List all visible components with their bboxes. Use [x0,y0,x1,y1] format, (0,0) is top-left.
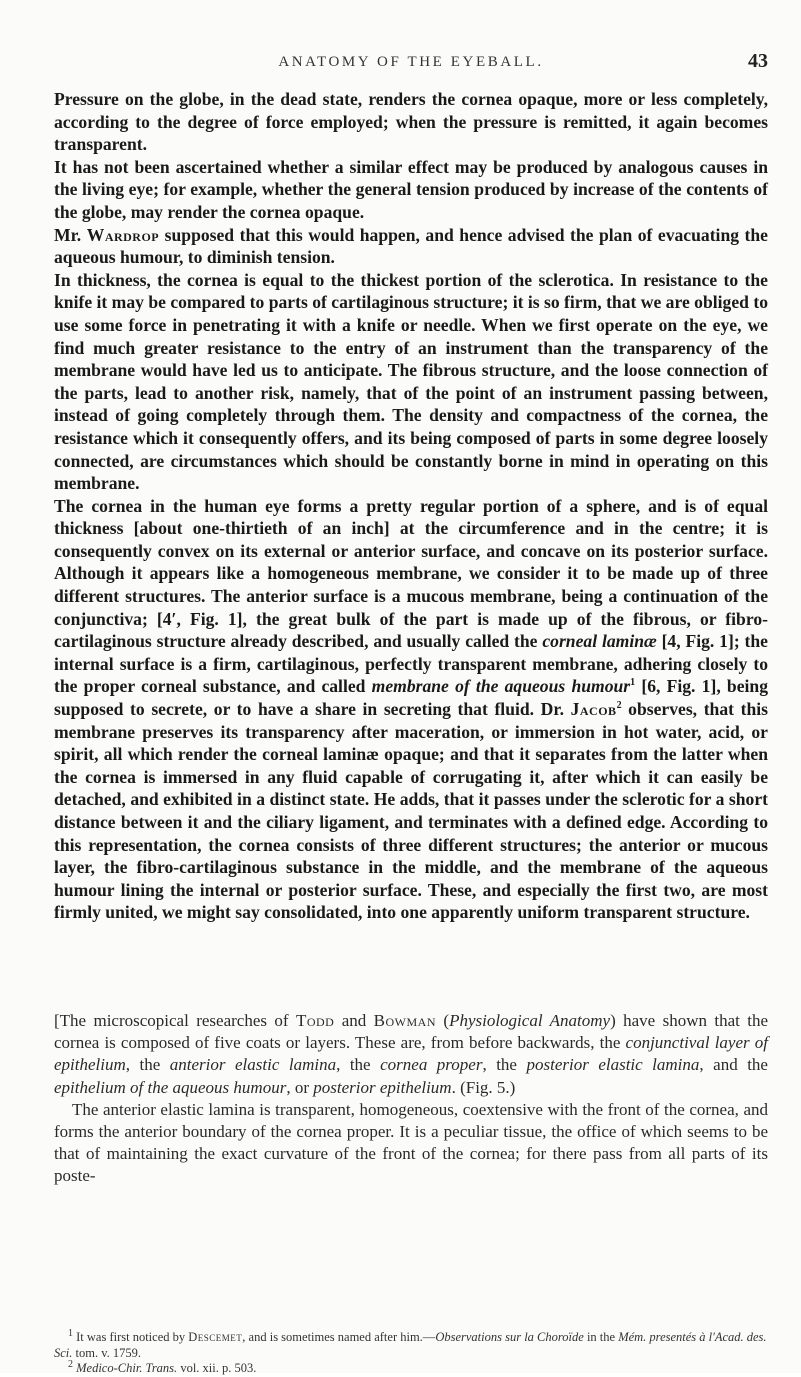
paragraph-pressure: Pressure on the globe, in the dead state, renders the cornea opaque, more or less completely, according to the degree of force employed; when the pressure is remitted, it again becomes transparent. [54,89,768,155]
book-title: Physiological Anatomy [449,1011,611,1030]
text-run: [6, Fig. 1], being supposed to secrete, or to have a share in secreting that fluid. Dr. [54,676,768,720]
layer-term: anterior elastic lamina [169,1055,337,1075]
text-run: , or [286,1077,314,1097]
text-run: . (Fig. 5.) [451,1077,516,1097]
author-name-bowman: Bowman [373,1011,436,1030]
layer-term: posterior elastic lamina [526,1055,700,1075]
text-run: ) have shown that the cornea is composed of five coats or layers. These are, from before backwards, the [54,1011,769,1053]
text-run: It was first noticed by [73,1330,189,1344]
text-run: , and the [699,1055,768,1075]
text-run: ( [436,1011,450,1030]
paragraph-tension: It has not been ascertained whether a similar effect may be produced by analogous causes in the living eye; for example, whether the general tension produced by increase of the contents of the globe, may render the cornea opaque. [54,156,768,222]
text-run: , and is sometimes named after him.— [242,1330,436,1344]
note-paragraph-elastic-lamina: The anterior elastic lamina is transparent, homogeneous, coextensive with the front of the cornea, and forms the anterior boundary of the cornea proper. It is a peculiar tissue, the office of which seems to be that of maintaining the exact curvature of the front of the cornea; for there pass from all parts of its poste- [54,1099,768,1186]
main-text [54,88,768,924]
author-name-descemet: Descemet [188,1330,243,1344]
term-corneal-laminae: corneal laminæ [542,631,657,652]
text-run: The cornea in the human eye forms a pretty regular portion of a sphere, and is of equal thickness [about one-thirtieth of an inch] at the circumference and in the centre; it is consequently convex on its external or anterior surface, and concave on its posterior surface. Although it appears like a homogeneous membrane, we consider it to be made up of three different structures. The anterior surface is a mucous membrane, being a continuation of the conjunctiva; [4′, Fig. 1], the great bulk of the part is made up of the fibrous, or fibro-cartilaginous structure already described, and usually called the [54,495,768,652]
citation-title: Medico-Chir. Trans. [76,1361,178,1375]
paragraph-structure [54,495,768,924]
text-run: supposed that this would happen, and hence advised the plan of evacuating the aqueous humour, to diminish tension. [54,224,768,268]
text-run: , the [336,1055,381,1075]
text-run: observes, that this membrane preserves its transparency after maceration, or immersion in hot water, acid, or spirit, all which render the corneal laminæ opaque; and that it separates from the latter when the cornea is immersed in any fluid capable of corrugating it, after which it can easily be detached, and exhibited in a distinct state. He adds, that it passes under the sclerotic for a short distance between it and the ciliary ligament, and terminates with a defined edge. According to this representation, the cornea consists of three different structures; the anterior or mucous layer, the fibro-cartilaginous substance in the middle, and the membrane of the aqueous humour lining the internal or posterior surface. These, and especially the first two, are most firmly united, we might say consolidated, into one apparently uniform transparent structure. [54,699,768,923]
running-title: ANATOMY OF THE EYEBALL. [278,54,544,70]
footnote-mark: 1 [68,1327,73,1339]
layer-term: conjunctival layer of epithelium [54,1033,768,1075]
citation-title: Observations sur la Choroïde [435,1330,584,1344]
paragraph-wardrop [54,224,768,269]
text-run: [4, Fig. 1]; the internal surface is a firm, cartilaginous, perfectly transparent membrane, adhering closely to the proper corneal substance, and called [54,631,768,697]
text-run: tom. v. 1759. [72,1345,142,1360]
text-run: , the [482,1055,527,1075]
author-name-todd: Todd [295,1011,335,1030]
text-run: vol. xii. p. 503. [177,1361,257,1375]
footnote-mark: 2 [68,1358,73,1370]
footnotes [54,1327,768,1377]
text-run: [The microscopical researches of [54,1011,296,1030]
page-number: 43 [748,50,768,72]
text-run: Mr. [54,224,87,245]
footnote-2 [54,1358,768,1377]
layer-term: posterior epithelium [313,1077,452,1097]
text-run: and [334,1011,374,1030]
citation-title: Mém. presentés à l'Acad. des. Sci. [54,1330,767,1360]
term-membrane-aqueous: membrane of the aqueous humour [371,676,631,697]
text-run: in the [583,1330,619,1344]
text-run: , the [125,1055,170,1075]
footnote-ref-1: 1 [630,677,636,689]
author-name-wardrop: Wardrop [86,224,160,245]
running-head [54,50,768,74]
author-name-jacob: Jacob [570,699,617,720]
footnote-ref-2: 2 [616,700,622,712]
layer-term: cornea proper [380,1055,483,1075]
editor-note [54,1010,768,1188]
footnote-1 [54,1327,768,1361]
note-paragraph-layers [54,1010,768,1099]
paragraph-thickness: In thickness, the cornea is equal to the thickest portion of the sclerotica. In resistance to the knife it may be compared to parts of cartilaginous structure; it is so firm, that we are obliged to use some force in penetrating it with a knife or needle. When we first operate on the eye, we find much greater resistance to the entry of an instrument than the transparency of the membrane would have led us to anticipate. The fibrous structure, and the loose connection of the parts, lead to another risk, namely, that of the point of an instrument passing between, instead of going completely through them. The density and compactness of the cornea, the resistance which it consequently offers, and its being composed of parts in some degree loosely connected, are circumstances which should be constantly borne in mind in operating on this membrane. [54,269,768,494]
layer-term: epithelium of the aqueous humour [54,1077,287,1097]
